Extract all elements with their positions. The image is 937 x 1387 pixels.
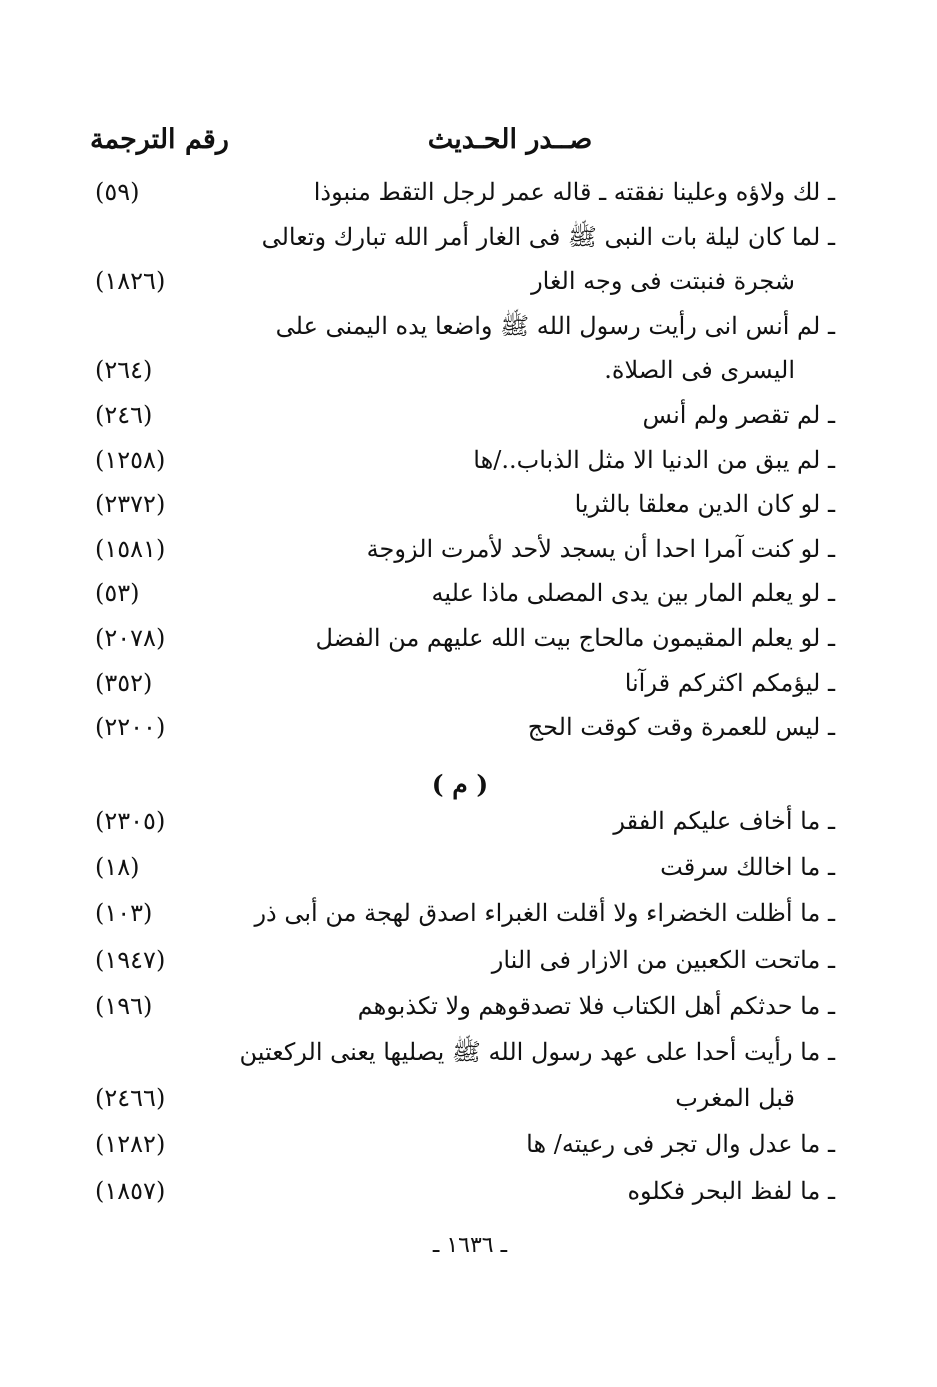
index-entry xyxy=(95,1169,835,1213)
entry-number: (٣٥٢) xyxy=(95,668,153,697)
entry-text: ـ لم أنس انى رأيت رسول الله ﷺ واضعا يده اليمنى على xyxy=(275,311,835,340)
index-entry xyxy=(95,891,835,935)
column-header-number: رقم الترجمة xyxy=(90,124,229,155)
entry-text: ـ لو كنت آمرا احدا أن يسجد لأحد لأمرت الزوجة xyxy=(366,534,835,563)
index-entry xyxy=(95,705,835,749)
entry-number: (١٢٨٢) xyxy=(95,1130,166,1159)
entry-text: ـ ما رأيت أحدا على عهد رسول الله ﷺ يصليها يعنى الركعتين xyxy=(239,1038,835,1066)
entry-text: ـ ليؤمكم اكثركم قرآنا xyxy=(624,668,835,697)
entry-number: (٢٢٠٠) xyxy=(95,713,166,742)
entry-text: ـ لك ولاؤه وعلينا نفقته ـ قاله عمر لرجل التقط منبوذا xyxy=(313,178,835,206)
index-entry xyxy=(95,571,835,615)
index-entry xyxy=(95,1076,835,1120)
entry-number: (٢٦٤) xyxy=(95,356,153,385)
entry-number: (١٨٥٧) xyxy=(95,1176,166,1205)
index-entry xyxy=(95,259,835,303)
index-entry xyxy=(95,304,835,348)
index-entry xyxy=(95,348,835,392)
entry-text: ـ ما أظلت الخضراء ولا أقلت الغبراء اصدق لهجة من أبى ذر xyxy=(254,899,835,928)
entry-text: ـ لم يبق من الدنيا الا مثل الذباب../ها xyxy=(473,445,835,474)
index-entry xyxy=(95,616,835,660)
entry-number: (١٩٤٧) xyxy=(95,945,166,974)
entry-number: (٥٣) xyxy=(95,579,140,608)
entry-number: (١٨٢٦) xyxy=(95,267,166,296)
page-number: ـ ١٦٣٦ ـ xyxy=(432,1233,508,1258)
entry-text: ـ ما لفظ البحر فكلوه xyxy=(627,1176,835,1205)
entry-number: (١٢٥٨) xyxy=(95,445,166,474)
entry-text: ـ لما كان ليلة بات النبى ﷺ فى الغار أمر الله تبارك وتعالى xyxy=(261,222,835,251)
entry-text: ـ ما اخالك سرقت xyxy=(660,853,835,882)
entry-number: (٢٣٧٢) xyxy=(95,490,166,519)
entry-number: (٥٩) xyxy=(95,178,140,206)
entry-number: (١٩٦) xyxy=(95,991,153,1020)
entry-text: ـ لو يعلم المار بين يدى المصلى ماذا عليه xyxy=(431,579,835,608)
index-entry xyxy=(95,393,835,437)
index-entry xyxy=(95,1122,835,1166)
entry-text: اليسرى فى الصلاة. xyxy=(604,356,795,385)
entry-text: ـ لم تقصر ولم أنس xyxy=(642,401,835,429)
section-heading-mim: ( م ) xyxy=(431,770,489,799)
entry-number: (١٠٣) xyxy=(95,899,153,928)
entry-text: ـ ما عدل وال تجر فى رعيته/ ها xyxy=(526,1130,835,1159)
index-entry xyxy=(95,984,835,1028)
column-header-hadith: صــدر الحـديث xyxy=(427,124,593,155)
entry-text: ـ ما أخاف عليكم الفقر xyxy=(613,807,835,835)
entry-text: ـ ماتحت الكعبين من الازار فى النار xyxy=(491,945,835,974)
entry-number: (٢٤٦) xyxy=(95,401,153,429)
entry-text: ـ لو يعلم المقيمون مالحاج بيت الله عليهم من الفضل xyxy=(315,624,835,652)
index-entry xyxy=(95,482,835,526)
index-entry xyxy=(95,527,835,571)
entry-number: (١٨) xyxy=(95,853,140,882)
index-entry xyxy=(95,215,835,259)
entry-number: (٢٠٧٨) xyxy=(95,624,166,652)
index-entry xyxy=(95,170,835,214)
entry-number: (٢٣٠٥) xyxy=(95,807,166,835)
entry-text: ـ لو كان الدين معلقا بالثريا xyxy=(574,490,835,519)
index-entry xyxy=(95,661,835,705)
entry-text: ـ ما حدثكم أهل الكتاب فلا تصدقوهم ولا تكذبوهم xyxy=(357,991,835,1020)
index-entry xyxy=(95,938,835,982)
entry-text: ـ ليس للعمرة وقت كوقت الحج xyxy=(527,713,835,742)
index-entry xyxy=(95,1030,835,1074)
entry-number: (٢٤٦٦) xyxy=(95,1084,166,1113)
entry-text: قبل المغرب xyxy=(675,1084,795,1113)
entry-number: (١٥٨١) xyxy=(95,534,166,563)
index-entry xyxy=(95,845,835,889)
entry-text: شجرة فنبتت فى وجه الغار xyxy=(531,267,795,296)
index-entry xyxy=(95,799,835,843)
index-entry xyxy=(95,438,835,482)
